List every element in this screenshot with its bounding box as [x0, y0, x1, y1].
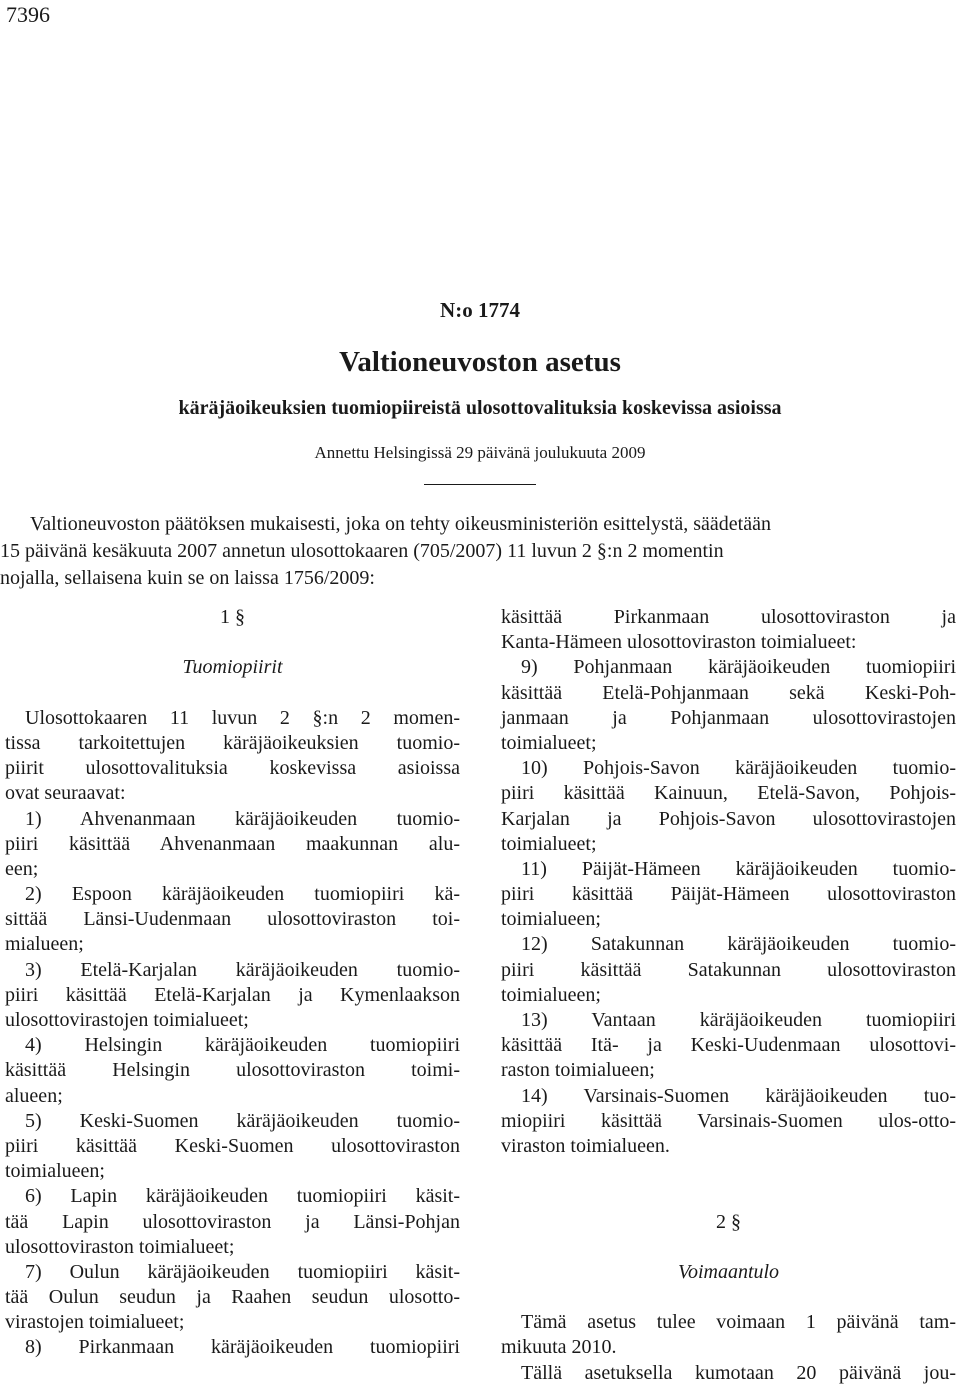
- section-title: Voimaantulo: [677, 1260, 780, 1283]
- text-line: Kanta-Hämeen ulosottoviraston toimialueet:: [501, 631, 857, 654]
- text-line: sittää Länsi-Uudenmaan ulosottoviraston toi-: [5, 908, 460, 931]
- left-column: [5, 605, 460, 1361]
- spacer: [501, 1184, 956, 1209]
- text-line: piiri käsittää Kainuun, Etelä-Savon, Pohjois-: [501, 782, 956, 805]
- section-title: Tuomiopiirit: [182, 656, 283, 679]
- text-line: miopiiri käsittää Varsinais-Suomen ulos-otto-: [501, 1109, 956, 1132]
- spacer: [501, 1235, 956, 1260]
- text-line: toimialueen;: [501, 983, 601, 1006]
- text-line: piiri käsittää Satakunnan ulosottoviraston: [501, 958, 956, 981]
- text-line: 14) Varsinais-Suomen käräjäoikeuden tuo-: [521, 1084, 956, 1107]
- text-line: piiri käsittää Päijät-Hämeen ulosottoviraston: [501, 883, 956, 906]
- text-line: raston toimialueen;: [501, 1059, 655, 1082]
- text-line: 1) Ahvenanmaan käräjäoikeuden tuomio-: [25, 807, 460, 830]
- text-line: ovat seuraavat:: [5, 782, 126, 805]
- document-subtitle: käräjäoikeuksien tuomiopiireistä ulosottovalituksia koskevissa asioissa: [178, 397, 782, 419]
- text-line: 11) Päijät-Hämeen käräjäoikeuden tuomio-: [521, 857, 956, 880]
- text-line: toimialueet;: [501, 731, 597, 754]
- text-line: 9) Pohjanmaan käräjäoikeuden tuomiopiiri: [521, 656, 956, 679]
- text-line: alueen;: [5, 1084, 63, 1107]
- text-line: 7) Oulun käräjäoikeuden tuomiopiiri käsit-: [25, 1260, 460, 1283]
- text-line: 8) Pirkanmaan käräjäoikeuden tuomiopiiri: [25, 1336, 460, 1359]
- header-divider: [424, 484, 536, 485]
- preamble: [0, 511, 960, 592]
- text-line: 4) Helsingin käräjäoikeuden tuomiopiiri: [25, 1034, 460, 1057]
- spacer: [501, 1285, 956, 1310]
- text-line: toimialueen;: [5, 1160, 105, 1183]
- statute-number: N:o 1774: [440, 298, 520, 322]
- text-line: piiri käsittää Keski-Suomen ulosottoviraston: [5, 1134, 460, 1157]
- page-number: 7396: [6, 2, 50, 27]
- text-line: toimialueen;: [501, 908, 601, 931]
- text-line: piiri käsittää Ahvenanmaan maakunnan alu-: [5, 832, 460, 855]
- text-line: een;: [5, 857, 39, 880]
- given-date: Annettu Helsingissä 29 päivänä joulukuuta 2009: [314, 443, 646, 462]
- text-line: Karjalan ja Pohjois-Savon ulosottovirastojen: [501, 807, 956, 830]
- spacer: [5, 630, 460, 655]
- section-heading: 1 §: [220, 606, 245, 628]
- text-line: 13) Vantaan käräjäoikeuden tuomiopiiri: [521, 1009, 956, 1031]
- text-line: mikuuta 2010.: [501, 1336, 617, 1359]
- text-line: virastojen toimialueet;: [5, 1311, 185, 1334]
- section-heading: 2 §: [716, 1210, 741, 1233]
- text-line: käsittää Pirkanmaan ulosottoviraston ja: [501, 606, 956, 628]
- text-line: käsittää Helsingin ulosottoviraston toimi-: [5, 1059, 460, 1082]
- text-line: 12) Satakunnan käräjäoikeuden tuomio-: [521, 933, 956, 956]
- text-line: tää Oulun seudun ja Raahen seudun ulosotto-: [5, 1286, 460, 1309]
- text-line: 2) Espoon käräjäoikeuden tuomiopiiri kä-: [25, 883, 460, 906]
- text-line: Tällä asetuksella kumotaan 20 päivänä jou-: [521, 1361, 956, 1384]
- text-line: 3) Etelä-Karjalan käräjäoikeuden tuomio-: [25, 958, 460, 981]
- right-column: [501, 605, 956, 1386]
- text-line: Tämä asetus tulee voimaan 1 päivänä tam-: [521, 1311, 956, 1334]
- text-line: piirit ulosottovalituksia koskevissa asioissa: [5, 757, 460, 780]
- preamble-line: Valtioneuvoston päätöksen mukaisesti, joka on tehty oikeusministeriön esittelystä, säädetään: [30, 513, 771, 535]
- text-line: ulosottoviraston toimialueet;: [5, 1235, 235, 1258]
- text-line: viraston toimialueen.: [501, 1134, 670, 1157]
- document-title: Valtioneuvoston asetus: [339, 346, 621, 378]
- spacer: [5, 681, 460, 706]
- text-line: toimialueet;: [501, 832, 597, 855]
- text-line: janmaan ja Pohjanmaan ulosottovirastojen: [501, 706, 956, 729]
- text-line: piiri käsittää Etelä-Karjalan ja Kymenlaakson: [5, 983, 460, 1006]
- text-line: 6) Lapin käräjäoikeuden tuomiopiiri käsit-: [25, 1185, 460, 1208]
- text-line: käsittää Etelä-Pohjanmaan sekä Keski-Poh-: [501, 681, 956, 704]
- preamble-line: 15 päivänä kesäkuuta 2007 annetun ulosottokaaren (705/2007) 11 luvun 2 §:n 2 momentin: [0, 540, 724, 562]
- spacer: [501, 1159, 956, 1184]
- text-line: Ulosottokaaren 11 luvun 2 §:n 2 momen-: [25, 706, 460, 729]
- text-line: mialueen;: [5, 933, 84, 956]
- text-line: käsittää Itä- ja Keski-Uudenmaan ulosottovi-: [501, 1034, 956, 1057]
- text-line: 10) Pohjois-Savon käräjäoikeuden tuomio-: [521, 757, 956, 780]
- text-line: ulosottovirastojen toimialueet;: [5, 1009, 249, 1031]
- text-line: 5) Keski-Suomen käräjäoikeuden tuomio-: [25, 1109, 460, 1132]
- text-line: tissa tarkoitettujen käräjäoikeuksien tuomio-: [5, 731, 460, 754]
- preamble-line: nojalla, sellaisena kuin se on laissa 1756/2009:: [0, 567, 375, 589]
- text-line: tää Lapin ulosottoviraston ja Länsi-Pohjan: [5, 1210, 460, 1233]
